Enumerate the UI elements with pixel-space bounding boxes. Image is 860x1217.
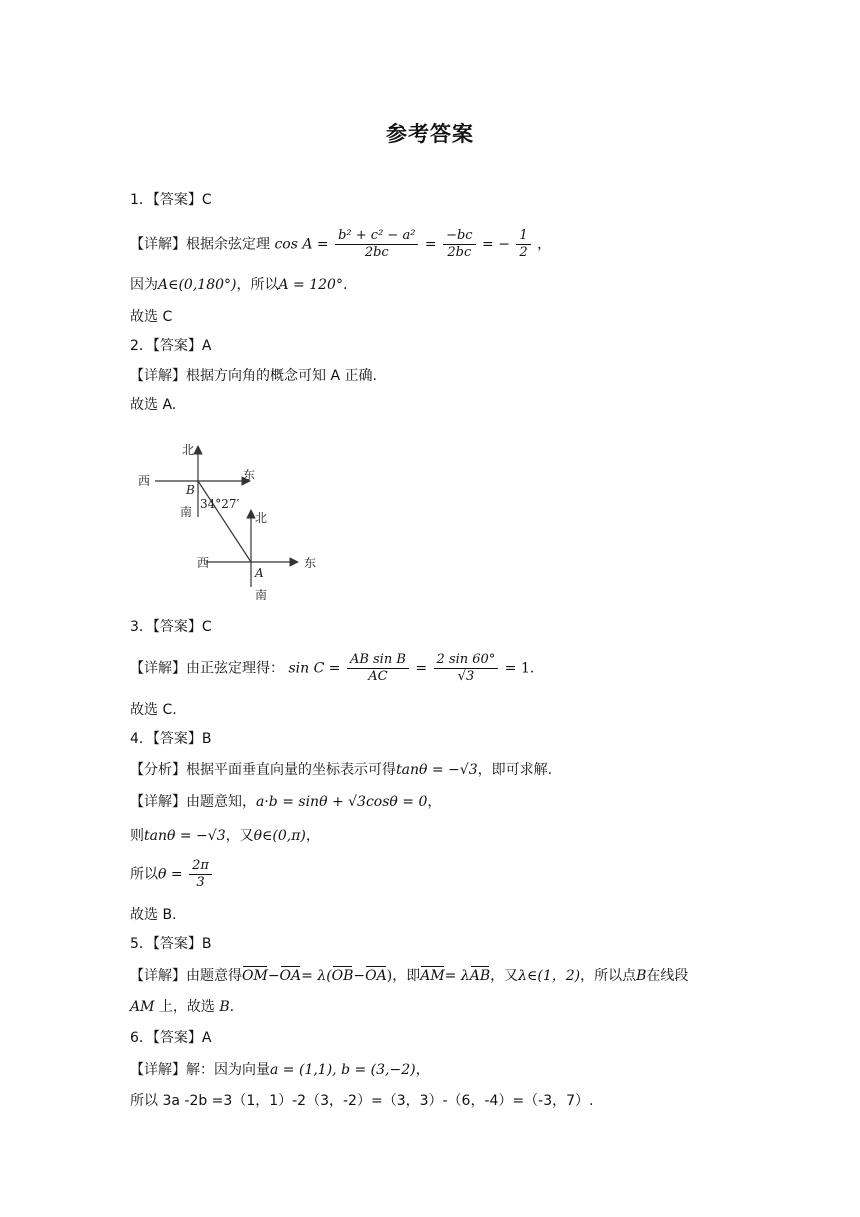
label-north-1: 北 (182, 443, 195, 457)
q6-answer: 6．【答案】A (130, 1030, 212, 1046)
q1-line2: 因为A∈(0,180°)，所以A = 120°. (130, 277, 348, 293)
q4-line3: 则tanθ = −√3，又θ∈(0,π)， (130, 828, 320, 844)
label-west-1: 西 (138, 474, 151, 488)
q3-detail: 【详解】由正弦定理得： sin C = $\frac{\text{AB sin B}}{AC}$ = $\frac{2 \sin 60^\circ}{√3}$ = 1. (130, 652, 535, 684)
vec-OA-2: OA (365, 968, 387, 984)
q5-answer: 5．【答案】B (130, 936, 212, 952)
q3-frac1: $\frac{\text{AB sin B}}{AC}$ (347, 652, 409, 685)
q3-answer: 3．【答案】C (130, 619, 212, 635)
label-south-1: 南 (180, 505, 193, 519)
label-east-2: 东 (304, 556, 317, 570)
q4-answer: 4．【答案】B (130, 731, 212, 747)
vec-AB: AB (469, 968, 491, 984)
q4-line4: 所以θ = $\frac{2\pi}{3}$ (130, 858, 214, 891)
q1-frac2: $\frac{-bc}{2bc}$ (443, 228, 476, 261)
segment-BA (198, 481, 251, 562)
label-point-B: B (186, 483, 195, 497)
q1-frac1: $\frac{\text{b² + c² − a²}}{2bc}$ (335, 228, 418, 261)
label-north-2: 北 (255, 511, 268, 525)
q1-detail-prefix: 【详解】根据余弦定理 (130, 236, 270, 253)
q3-choose: 故选 C. (130, 702, 177, 718)
q1-cosA: cos A = (274, 236, 329, 253)
page-title: 参考答案 (386, 122, 474, 146)
q1-tail: ， (537, 236, 552, 253)
label-point-A: A (255, 566, 264, 580)
vec-OM: OM (242, 968, 268, 984)
label-east-1: 东 (243, 468, 256, 482)
vec-AM: AM (420, 968, 445, 984)
label-angle: 34°27′ (200, 497, 240, 511)
q4-frac: $\frac{2\pi}{3}$ (189, 858, 212, 891)
q6-line2: 所以 3a -2b =3（1，1）-2（3，-2）=（3，3）-（6，-4）=（-3，7）. (130, 1093, 594, 1109)
q1-eq2: = − (482, 236, 510, 253)
q1-eq: = (424, 236, 437, 253)
q1-choose: 故选 C (130, 309, 173, 325)
q4-choose: 故选 B. (130, 907, 177, 923)
q2-detail: 【详解】根据方向角的概念可知 A 正确. (130, 368, 377, 384)
vec-OA: OA (279, 968, 302, 984)
label-west-2: 西 (197, 556, 210, 570)
q5-line2: AM 上，故选 B. (130, 999, 235, 1015)
q6-detail: 【详解】解：因为向量a = (1,1), b = (3,−2)， (130, 1062, 430, 1078)
vec-OB: OB (331, 968, 354, 984)
q1-detail (130, 228, 551, 261)
q1-answer: 1．【答案】C (130, 192, 212, 208)
q2-answer: 2．【答案】A (130, 338, 212, 354)
label-south-2: 南 (255, 588, 268, 602)
q4-analysis: 【分析】根据平面垂直向量的坐标表示可得tanθ = −√3，即可求解. (130, 762, 553, 778)
q1-frac3: $\frac{1}{2}$ (516, 228, 530, 261)
q5-detail: 【详解】由题意得OM−OA= λ(OB−OA)，即AM= λAB，又λ∈(1，2)，所以点B在线段 (130, 968, 689, 984)
direction-diagram (130, 432, 330, 612)
q2-choose: 故选 A. (130, 397, 177, 413)
q4-detail: 【详解】由题意知，a·b = sinθ + √3cosθ = 0， (130, 794, 442, 810)
q3-frac2: $\frac{2 \sin 60^\circ}{√3}$ (434, 652, 499, 685)
